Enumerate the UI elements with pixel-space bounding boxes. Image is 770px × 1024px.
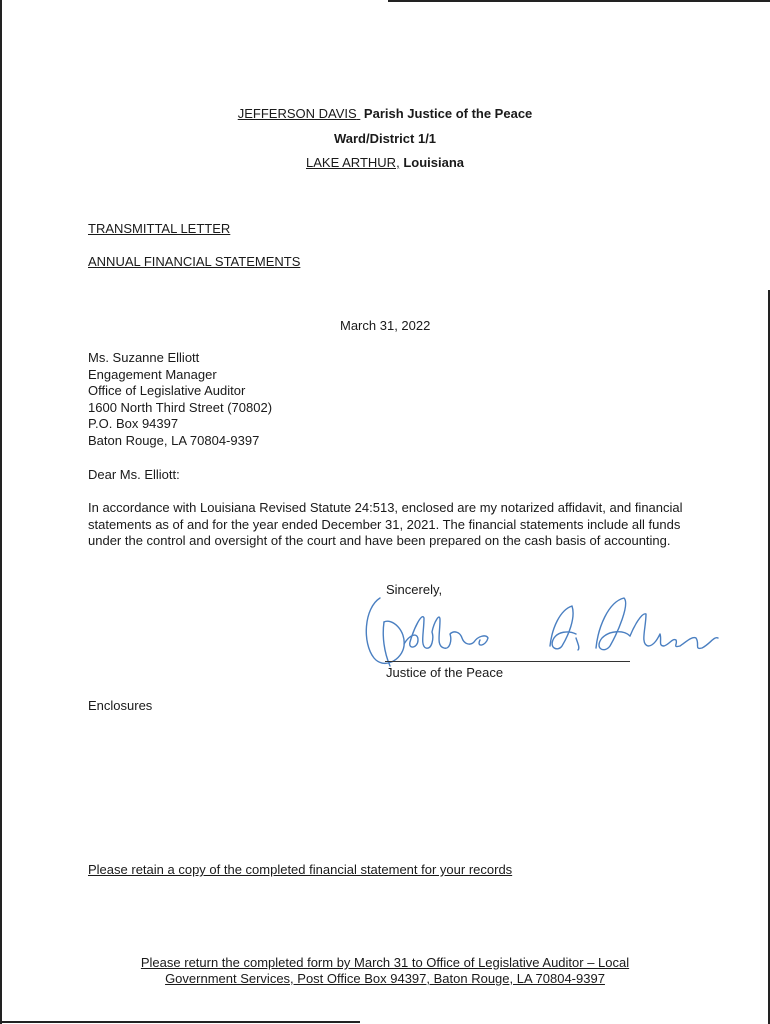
scan-edge-left xyxy=(0,0,2,1024)
signer-title: Justice of the Peace xyxy=(386,665,504,680)
recipient-street: 1600 North Third Street (70802) xyxy=(88,399,273,415)
ward-district: Ward/District 1/1 xyxy=(333,131,437,146)
footer-line-2: Government Services, Post Office Box 94397, Baton Rouge, LA 70804-9397 xyxy=(165,971,605,986)
state-name: Louisiana xyxy=(403,155,464,170)
enclosures-label: Enclosures xyxy=(88,698,153,713)
recipient-title: Engagement Manager xyxy=(88,366,217,382)
closing: Sincerely, xyxy=(386,582,443,597)
parish-suffix: Parish Justice of the Peace xyxy=(363,106,533,121)
recipient-po-box: P.O. Box 94397 xyxy=(88,416,179,431)
header-location-line xyxy=(0,155,770,170)
body-paragraph: In accordance with Louisiana Revised Statute 24:513, enclosed are my notarized affidavit, and financial statements as of and for the year ended December 31, 2021. The financial statements include all funds under the control and oversight of the court and have been prepared on the cash basis of accounting. xyxy=(88,500,683,548)
town-name: LAKE ARTHUR, xyxy=(306,155,400,170)
scan-edge-bottom xyxy=(0,1021,360,1023)
header-parish-line xyxy=(0,106,770,121)
scan-edge-top xyxy=(388,0,770,2)
title-financial-statements: ANNUAL FINANCIAL STATEMENTS xyxy=(88,254,301,269)
recipient-address xyxy=(88,350,272,449)
recipient-city: Baton Rouge, LA 70804-9397 xyxy=(88,432,260,448)
parish-name: JEFFERSON DAVIS xyxy=(237,106,357,121)
footer-instructions xyxy=(0,955,770,987)
recipient-name: Ms. Suzanne Elliott xyxy=(88,350,200,365)
retain-copy-notice: Please retain a copy of the completed financial statement for your records xyxy=(88,862,513,877)
footer-line-1: Please return the completed form by March 31 to Office of Legislative Auditor – Local xyxy=(140,955,630,970)
title-transmittal: TRANSMITTAL LETTER xyxy=(88,221,231,236)
recipient-office: Office of Legislative Auditor xyxy=(88,383,246,398)
letter-date: March 31, 2022 xyxy=(340,318,431,333)
signature-line xyxy=(385,661,630,662)
salutation: Dear Ms. Elliott: xyxy=(88,467,180,482)
